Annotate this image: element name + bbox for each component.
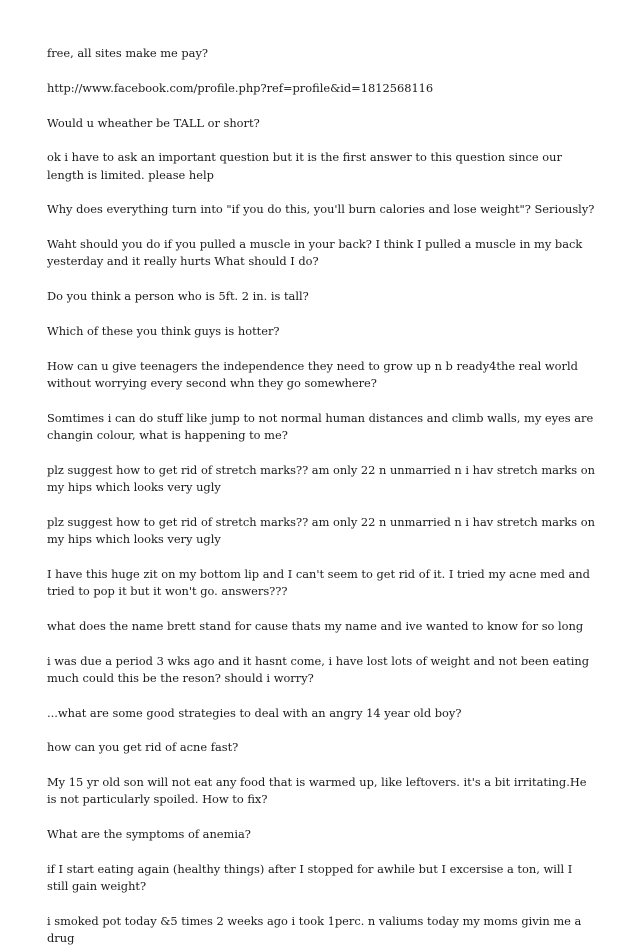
- question-text-1: free, all sites make me pay?: [47, 46, 208, 60]
- question-text-3: Would u wheather be TALL or short?: [47, 115, 260, 130]
- question-text-14: what does the name brett stand for cause thats my name and ive wanted to know for so long: [47, 618, 584, 633]
- question-text-18: My 15 yr old son will not eat any food that is warmed up, like leftovers. it's a bit irritating.He is not particularly spoiled. How to fix?: [47, 775, 587, 807]
- question-text-7: Do you think a person who is 5ft. 2 in. is tall?: [47, 289, 309, 304]
- question-text-19: What are the symptoms of anemia?: [47, 827, 251, 842]
- question-text-4: ok i have to ask an important question but it is the first answer to this question since our length is limited. please help: [47, 150, 562, 182]
- question-text-11: plz suggest how to get rid of stretch marks?? am only 22 n unmarried n i hav stretch marks on my hips which looks very ugly: [47, 462, 595, 494]
- question-text-13: I have this huge zit on my bottom lip and I can't seem to get rid of it. I tried my acne med and tried to pop it but it won't go. answers???: [47, 566, 590, 598]
- question-text-21: i smoked pot today &5 times 2 weeks ago i took 1perc. n valiums today my moms givin me a drug: [47, 913, 582, 946]
- question-text-15: i was due a period 3 wks ago and it hasnt come, i have lost lots of weight and not been eating much could this be the reson? should i worry?: [47, 653, 589, 685]
- question-text-8: Which of these you think guys is hotter?: [47, 323, 280, 338]
- question-text-6: Waht should you do if you pulled a muscle in your back? I think I pulled a muscle in my back yesterday and it really hurts What should I do?: [47, 237, 583, 269]
- question-text-12: plz suggest how to get rid of stretch marks?? am only 22 n unmarried n i hav stretch marks on my hips which looks very ugly: [47, 514, 595, 546]
- question-text-5: Why does everything turn into "if you do this, you'll burn calories and lose weight"? Seriously?: [47, 202, 595, 217]
- question-text-16: ...what are some good strategies to deal with an angry 14 year old boy?: [47, 705, 462, 720]
- question-text-9: How can u give teenagers the independence they need to grow up n b ready4the real world without worrying every second whn they go somewhere?: [47, 358, 578, 390]
- question-text-20: if I start eating again (healthy things) after I stopped for awhile but I excersise a ton, will I still gain weight?: [47, 861, 573, 894]
- question-text-2: http://www.facebook.com/profile.php?ref=profile&id=1812568116: [47, 80, 434, 95]
- question-text-17: how can you get rid of acne fast?: [47, 740, 239, 755]
- question-text-10: Somtimes i can do stuff like jump to not normal human distances and climb walls, my eyes are changin colour, what is happening to me?: [47, 410, 594, 442]
- question-list: [47, 45, 595, 947]
